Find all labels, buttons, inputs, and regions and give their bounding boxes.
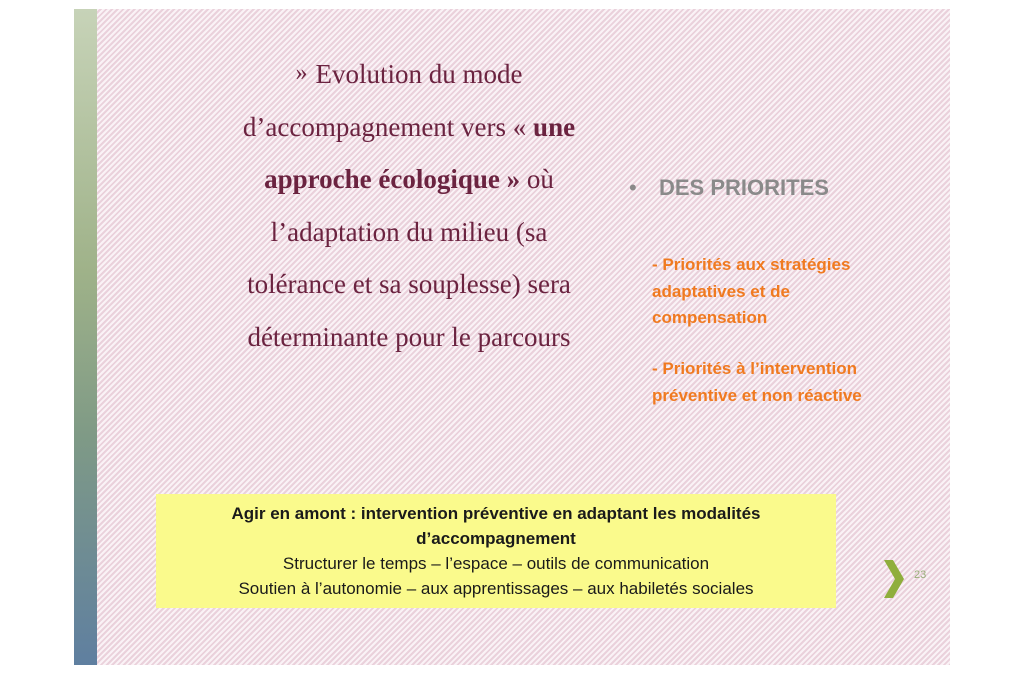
- statement-marker: »: [295, 60, 308, 86]
- priority-2-line-2: préventive et non réactive: [652, 385, 862, 405]
- slide: [74, 9, 950, 665]
- callout-line-4: Soutien à l’autonomie – aux apprentissages – aux habiletés sociales: [238, 579, 754, 598]
- slide-side-bar: [74, 9, 97, 665]
- priority-2-line-1: - Priorités à l’intervention: [652, 359, 857, 378]
- priority-1-line-2: adaptatives et de: [652, 281, 790, 301]
- priority-1-line-3: compensation: [652, 308, 768, 327]
- callout-box: [156, 494, 836, 608]
- priorities-heading-text: DES PRIORITES: [659, 175, 829, 200]
- priority-1-line-1: - Priorités aux stratégies: [652, 255, 851, 274]
- main-statement: [209, 47, 609, 363]
- statement-line-6: déterminante pour le parcours: [247, 321, 571, 352]
- callout-title-line-1: Agir en amont : intervention préventive en adaptant les modalités: [231, 504, 761, 523]
- statement-line-3: où: [520, 164, 554, 194]
- priorities-heading: [629, 175, 829, 201]
- callout-line-3: Structurer le temps – l’espace – outils de communication: [282, 554, 710, 573]
- statement-emphasis-2: approche écologique »: [264, 164, 521, 194]
- priority-item: [652, 356, 912, 409]
- statement-line-1: Evolution du mode: [315, 59, 523, 89]
- chevron-right-icon[interactable]: [882, 558, 906, 600]
- statement-emphasis-1: une: [533, 111, 576, 142]
- statement-line-2: d’accompagnement vers «: [242, 111, 534, 142]
- statement-line-5: tolérance et sa souplesse) sera: [247, 269, 571, 299]
- bullet-icon: •: [629, 175, 637, 200]
- statement-line-4: l’adaptation du milieu (sa: [270, 216, 548, 247]
- page-number: 23: [914, 569, 927, 581]
- priority-item: [652, 252, 912, 332]
- callout-title-line-2: d’accompagnement: [416, 529, 576, 548]
